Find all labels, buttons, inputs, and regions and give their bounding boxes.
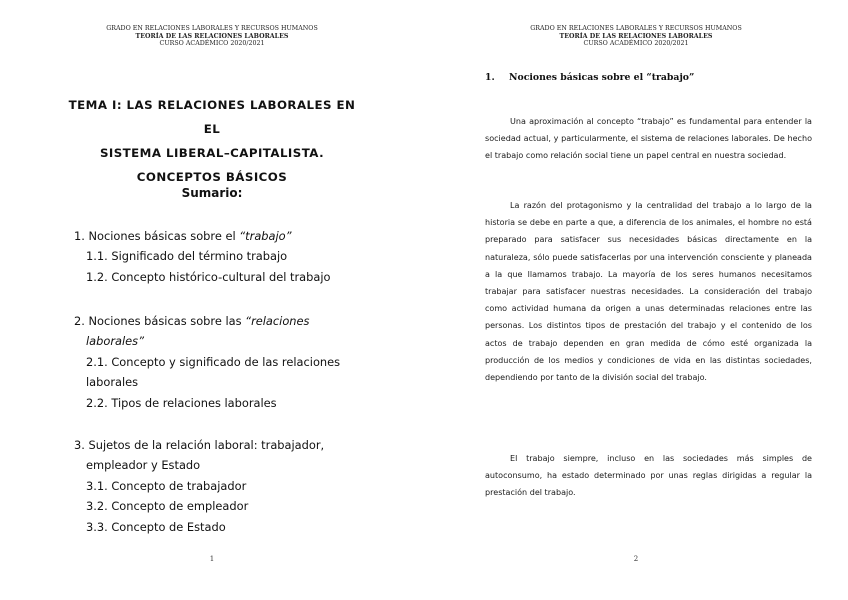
paragraph-2: La razón del protagonismo y la centralidad del trabajo a lo largo de la historia se debe en parte a que, a diferencia de los animales, el hombre no está preparado para satisfacer sus necesidades básicas directamente en la naturaleza, sólo puede satisfacerlas por una intervención consciente y planeada a la que llamamos trabajo. La mayoría de los seres humanos necesitamos trabajar para satisfacer nuestras necesidades. La consideración del trabajo como actividad humana da origen a unas determinadas relaciones entre las personas. Los distintos tipos de prestación del trabajo y el contenido de los actos de trabajo dependen en gran medida de cómo esté organizada la producción de los medios y condiciones de vida en las distintas sociedades, dependiendo por tanto de la división social del trabajo. [485, 201, 812, 383]
toc-section-2 [74, 311, 340, 413]
toc-entry-1-2: 1.2. Concepto histórico-cultural del trabajo [86, 269, 331, 284]
chapter-title-line-2: SISTEMA LIBERAL–CAPITALISTA. [99, 146, 325, 160]
toc-entry-1-text: 1. Nociones básicas sobre el [74, 229, 240, 243]
toc-entry-2-1: 2.1. Concepto y significado de las relaciones [86, 354, 341, 369]
page-header [0, 25, 424, 48]
section-heading [485, 72, 694, 83]
toc-section-3 [74, 435, 324, 537]
section-number: 1. [485, 72, 495, 83]
chapter-title [60, 93, 364, 189]
toc-entry-2-2: 2.2. Tipos de relaciones laborales [86, 395, 277, 410]
toc-entry-3-cont: empleador y Estado [86, 458, 201, 473]
toc-entry-2-italic-cont: laborales” [86, 334, 145, 349]
toc-entry-3: 3. Sujetos de la relación laboral: trabajador, [74, 438, 325, 452]
page-2 [424, 0, 848, 600]
toc-entry-2-1-cont: laborales [86, 375, 139, 390]
toc-entry-2-cont [74, 331, 340, 351]
toc-entry-2-italic: “relaciones [245, 314, 310, 328]
toc-entry-1-italic: “trabajo” [239, 229, 292, 243]
header-degree: GRADO EN RELACIONES LABORALES Y RECURSOS HUMANOS [530, 25, 742, 32]
toc-entry-1-1: 1.1. Significado del término trabajo [86, 249, 288, 264]
toc-entry-2-text: 2. Nociones básicas sobre las [74, 314, 246, 328]
toc-entry-1 [74, 226, 331, 246]
summary-heading: Sumario: [181, 186, 243, 200]
header-year: CURSO ACADÉMICO 2020/2021 [583, 40, 689, 48]
page-number: 2 [633, 555, 639, 563]
header-course: TEORÍA DE LAS RELACIONES LABORALES [559, 32, 713, 40]
toc-entry-3-3: 3.3. Concepto de Estado [86, 519, 226, 534]
toc-entry-3-2: 3.2. Concepto de empleador [86, 499, 249, 514]
toc-section-1 [74, 226, 331, 287]
page-header [424, 25, 848, 48]
page-number: 1 [209, 555, 215, 563]
header-course: TEORÍA DE LAS RELACIONES LABORALES [135, 32, 289, 40]
toc-entry-3-1: 3.1. Concepto de trabajador [86, 478, 247, 493]
chapter-title-line-1: TEMA I: LAS RELACIONES LABORALES EN EL [68, 98, 356, 136]
header-degree: GRADO EN RELACIONES LABORALES Y RECURSOS HUMANOS [106, 25, 318, 32]
toc-entry-2 [74, 311, 340, 331]
paragraph-1: Una aproximación al concepto “trabajo” es fundamental para entender la sociedad actual, y particularmente, el sistema de relaciones laborales. De hecho el trabajo como relación social tiene un papel central en nuestra sociedad. [485, 117, 812, 161]
paragraph-3: El trabajo siempre, incluso en las sociedades más simples de autoconsumo, ha estado determinado por unas reglas dirigidas a regular la prestación del trabajo. [485, 454, 812, 498]
chapter-title-line-3: CONCEPTOS BÁSICOS [136, 170, 288, 184]
header-year: CURSO ACADÉMICO 2020/2021 [159, 40, 265, 48]
section-title: Nociones básicas sobre el “trabajo” [509, 72, 695, 83]
